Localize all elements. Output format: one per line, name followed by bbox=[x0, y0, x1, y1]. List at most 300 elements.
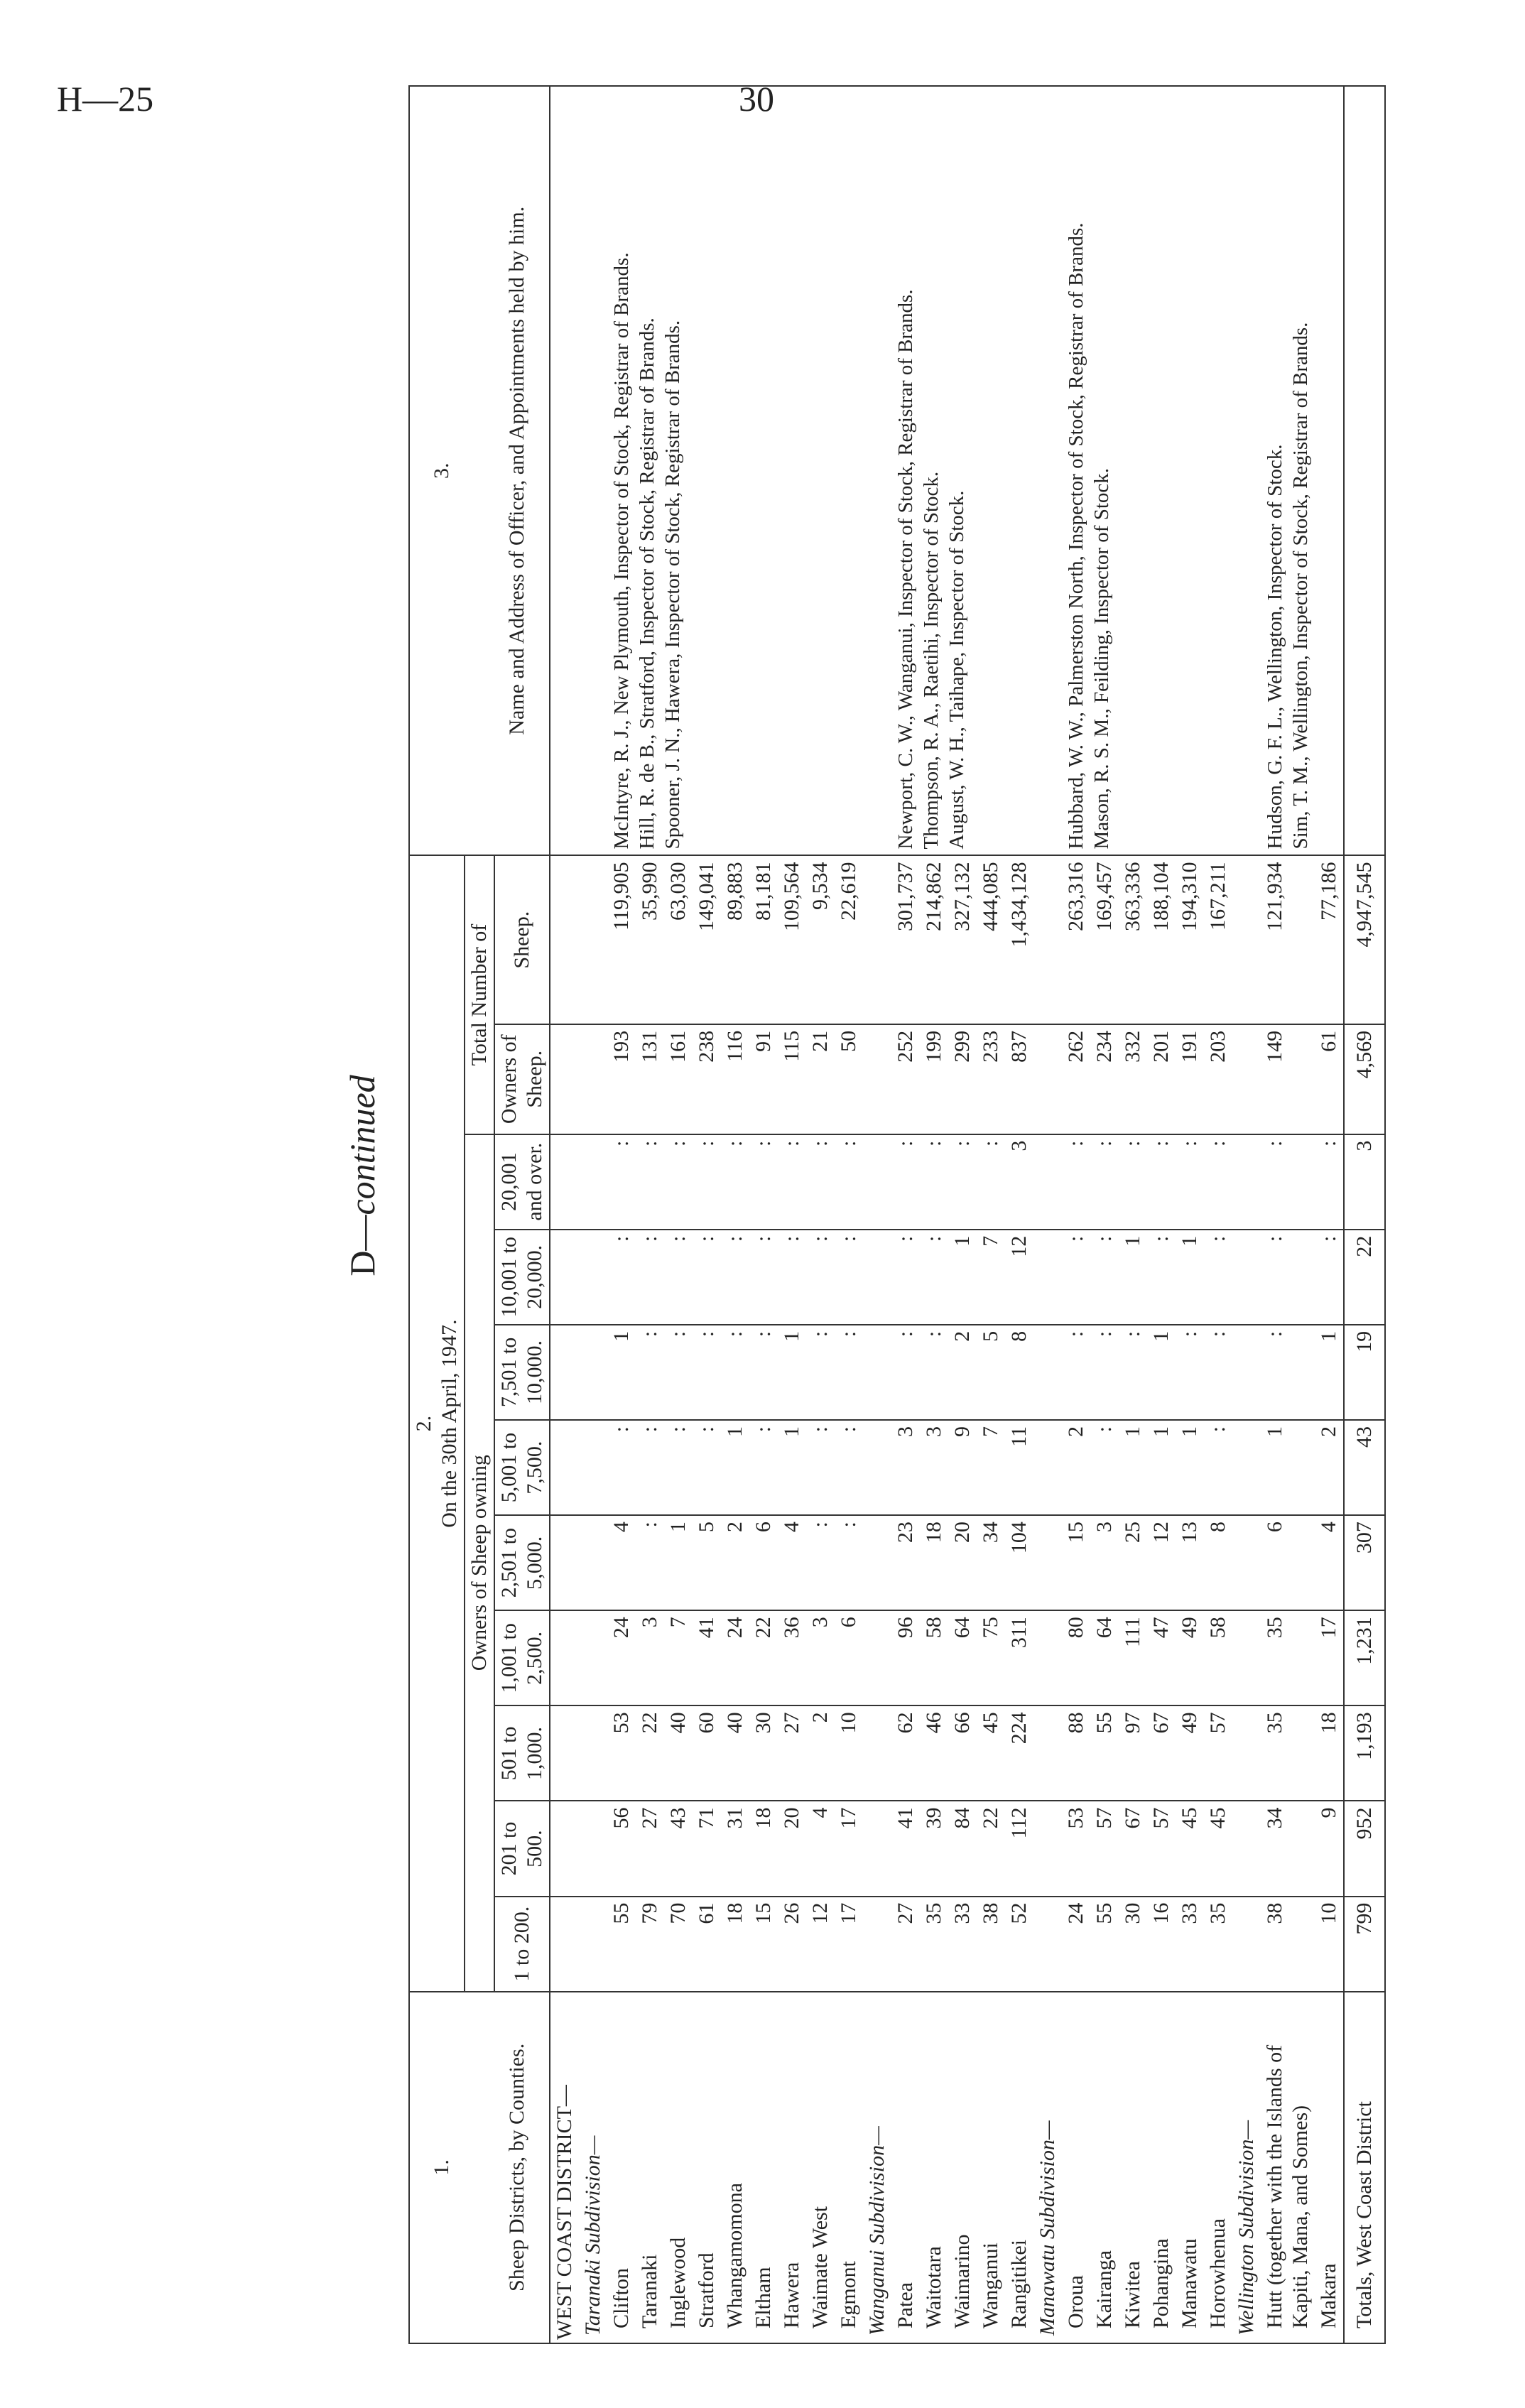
owners-count-cell: 97 bbox=[1119, 1705, 1147, 1801]
col3-header bbox=[409, 86, 550, 855]
page-code: H—25 bbox=[57, 79, 154, 119]
owners-count-cell: : bbox=[636, 1420, 664, 1515]
owners-count-cell: 18 bbox=[721, 1897, 749, 1992]
owners-count-cell: 80 bbox=[1062, 1610, 1090, 1705]
owners-count-cell: 40 bbox=[664, 1705, 693, 1801]
owners-count-cell bbox=[1033, 1325, 1062, 1420]
owners-count-cell: : bbox=[607, 1230, 636, 1325]
size-header: 201 to 500. bbox=[494, 1801, 550, 1897]
county-name: Oroua bbox=[1062, 1992, 1090, 2343]
owners-count-cell: 22 bbox=[1344, 1230, 1385, 1325]
owners-count-cell: : bbox=[977, 1134, 1005, 1230]
officer-cell-empty bbox=[550, 86, 607, 855]
owners-count-cell: 40 bbox=[721, 1705, 749, 1801]
owners-count-cell: 36 bbox=[778, 1610, 806, 1705]
owners-count-cell: 6 bbox=[835, 1610, 863, 1705]
owners-count-cell: 12 bbox=[1005, 1230, 1033, 1325]
rotated-table-frame bbox=[408, 85, 1431, 2344]
owners-count-cell: 104 bbox=[1005, 1515, 1033, 1610]
total-sheep-cell: 363,336 bbox=[1119, 855, 1147, 1024]
total-sheep-cell: 9,534 bbox=[806, 855, 835, 1024]
owners-count-cell: : bbox=[1147, 1230, 1176, 1325]
total-sheep-cell bbox=[550, 855, 579, 1024]
owners-count-cell: 17 bbox=[835, 1897, 863, 1992]
owners-count-cell bbox=[550, 1420, 579, 1515]
total-owners-cell: 233 bbox=[977, 1024, 1005, 1134]
total-owners-header: Owners of Sheep. bbox=[494, 1024, 550, 1134]
owners-count-cell: 23 bbox=[891, 1515, 920, 1610]
county-name: Hawera bbox=[778, 1992, 806, 2343]
subtitle-emphasis: continued bbox=[342, 1075, 382, 1215]
total-owners-cell: 149 bbox=[1261, 1024, 1315, 1134]
owners-count-cell: : bbox=[749, 1134, 778, 1230]
owners-count-cell: : bbox=[920, 1134, 948, 1230]
owners-count-cell bbox=[550, 1325, 579, 1420]
owners-count-cell bbox=[863, 1420, 891, 1515]
owners-count-cell: : bbox=[721, 1230, 749, 1325]
owners-count-cell: 3 bbox=[1090, 1515, 1119, 1610]
total-owners-cell: 199 bbox=[920, 1024, 948, 1134]
owners-count-cell: 4 bbox=[806, 1801, 835, 1897]
owners-count-cell: 2 bbox=[948, 1325, 977, 1420]
owners-count-cell: 67 bbox=[1147, 1705, 1176, 1801]
owners-count-cell: 307 bbox=[1344, 1515, 1385, 1610]
owners-count-cell: : bbox=[1062, 1230, 1090, 1325]
total-owners-cell: 262 bbox=[1062, 1024, 1090, 1134]
table-subtitle bbox=[342, 1075, 383, 1276]
owners-count-cell: 224 bbox=[1005, 1705, 1033, 1801]
total-sheep-cell: 263,316 bbox=[1062, 855, 1090, 1024]
owners-count-cell: : bbox=[1204, 1134, 1232, 1230]
total-sheep-cell: 121,934 bbox=[1261, 855, 1315, 1024]
owners-count-cell: 11 bbox=[1005, 1420, 1033, 1515]
owners-count-cell: 22 bbox=[977, 1801, 1005, 1897]
col2-label: On the 30th April, 1947. bbox=[438, 1319, 461, 1528]
total-sheep-cell: 1,434,128 bbox=[1005, 855, 1033, 1024]
owners-count-cell: : bbox=[1119, 1325, 1147, 1420]
owners-count-cell: 3 bbox=[920, 1420, 948, 1515]
total-sheep-cell: 169,457 bbox=[1090, 855, 1119, 1024]
owners-count-cell: 70 bbox=[664, 1897, 693, 1992]
total-sheep-cell: 301,737 bbox=[891, 855, 920, 1024]
owners-count-cell: 5 bbox=[693, 1515, 721, 1610]
owners-count-cell bbox=[550, 1705, 579, 1801]
owners-count-cell bbox=[1232, 1325, 1261, 1420]
owners-count-cell: : bbox=[636, 1325, 664, 1420]
owners-count-cell: 57 bbox=[1090, 1801, 1119, 1897]
size-header: 1 to 200. bbox=[494, 1897, 550, 1992]
owners-count-cell: : bbox=[749, 1230, 778, 1325]
owners-count-cell: : bbox=[806, 1230, 835, 1325]
officer-cell: Newport, C. W., Wanganui, Inspector of Stock, Registrar of Brands. Thompson, R. A., Raetihi, Inspector of Stock. August, W. H., Taihape, Inspector of Stock. bbox=[891, 86, 1033, 855]
owners-count-cell: : bbox=[948, 1134, 977, 1230]
owners-count-cell: : bbox=[1062, 1325, 1090, 1420]
county-name: Whangamomona bbox=[721, 1992, 749, 2343]
owners-count-cell: 33 bbox=[948, 1897, 977, 1992]
table-header bbox=[409, 86, 550, 2343]
size-header: 5,001 to 7,500. bbox=[494, 1420, 550, 1515]
county-name: Kiwitea bbox=[1119, 1992, 1147, 2343]
total-owners-cell: 115 bbox=[778, 1024, 806, 1134]
total-sheep-cell: 149,041 bbox=[693, 855, 721, 1024]
size-header: 2,501 to 5,000. bbox=[494, 1515, 550, 1610]
total-owners-cell: 203 bbox=[1204, 1024, 1232, 1134]
county-name: Inglewood bbox=[664, 1992, 693, 2343]
total-owners-cell: 238 bbox=[693, 1024, 721, 1134]
table-row bbox=[1232, 86, 1261, 2343]
owners-count-cell bbox=[579, 1325, 607, 1420]
owners-count-cell bbox=[579, 1515, 607, 1610]
county-name: Totals, West Coast District bbox=[1344, 1992, 1385, 2343]
owners-count-cell bbox=[579, 1134, 607, 1230]
owners-count-cell bbox=[1033, 1801, 1062, 1897]
owners-count-cell: 9 bbox=[948, 1420, 977, 1515]
officer-cell: McIntyre, R. J., New Plymouth, Inspector of Stock, Registrar of Brands. Hill, R. de B., Stratford, Inspector of Stock, Registrar of Brands. Spooner, J. N., Hawera, Inspector of Stock, Registrar of Brands. bbox=[607, 86, 863, 855]
officer-cell-empty bbox=[1033, 86, 1062, 855]
owners-count-cell: 1 bbox=[1147, 1325, 1176, 1420]
owners-count-cell: 2 bbox=[721, 1515, 749, 1610]
owners-count-cell: : bbox=[835, 1134, 863, 1230]
total-owners-cell: 193 bbox=[607, 1024, 636, 1134]
owners-count-cell: 1 bbox=[721, 1420, 749, 1515]
owners-count-cell: 1 bbox=[1176, 1230, 1204, 1325]
owners-count-cell: 27 bbox=[891, 1897, 920, 1992]
total-owners-cell: 91 bbox=[749, 1024, 778, 1134]
owners-count-cell bbox=[579, 1610, 607, 1705]
col1-header bbox=[409, 1992, 550, 2343]
owners-count-cell: 96 bbox=[891, 1610, 920, 1705]
owners-count-cell bbox=[550, 1801, 579, 1897]
owners-count-cell: 311 bbox=[1005, 1610, 1033, 1705]
owners-count-cell bbox=[863, 1515, 891, 1610]
owners-count-cell bbox=[1232, 1420, 1261, 1515]
table-row bbox=[863, 86, 891, 2343]
owners-count-cell: 20 bbox=[948, 1515, 977, 1610]
officer-cell: Hubbard, W. W., Palmerston North, Inspector of Stock, Registrar of Brands. Mason, R. S. M., Feilding, Inspector of Stock. bbox=[1062, 86, 1232, 855]
owners-count-cell: 1 bbox=[948, 1230, 977, 1325]
owners-count-cell bbox=[1033, 1897, 1062, 1992]
table-row bbox=[1033, 86, 1062, 2343]
owners-count-cell: : bbox=[1261, 1325, 1315, 1420]
owners-count-cell: : bbox=[693, 1420, 721, 1515]
owners-count-cell: 43 bbox=[1344, 1420, 1385, 1515]
table-body bbox=[550, 86, 1385, 2343]
owners-count-cell: 5 bbox=[977, 1325, 1005, 1420]
table-row bbox=[607, 86, 636, 2343]
owners-count-cell: 4 bbox=[1315, 1515, 1344, 1610]
owners-count-cell: 7 bbox=[664, 1610, 693, 1705]
total-sheep-cell: 214,862 bbox=[920, 855, 948, 1024]
owners-count-cell: 53 bbox=[1062, 1801, 1090, 1897]
owners-count-cell: 2 bbox=[806, 1705, 835, 1801]
owners-count-cell: 20 bbox=[778, 1801, 806, 1897]
owners-count-cell bbox=[550, 1134, 579, 1230]
owners-count-cell bbox=[550, 1230, 579, 1325]
owners-count-cell: 1 bbox=[1315, 1325, 1344, 1420]
owners-count-cell bbox=[579, 1230, 607, 1325]
owners-count-cell: : bbox=[636, 1515, 664, 1610]
owners-count-cell bbox=[550, 1610, 579, 1705]
col1-label: Sheep Districts, by Counties. bbox=[505, 2043, 528, 2292]
owners-count-cell: 7 bbox=[977, 1230, 1005, 1325]
total-owners-cell: 50 bbox=[835, 1024, 863, 1134]
county-name: Waimate West bbox=[806, 1992, 835, 2343]
owners-count-cell: 6 bbox=[749, 1515, 778, 1610]
owners-count-cell: 2 bbox=[1062, 1420, 1090, 1515]
owners-count-cell bbox=[1232, 1610, 1261, 1705]
owners-count-cell: 1 bbox=[1147, 1420, 1176, 1515]
col3-number: 3. bbox=[430, 462, 453, 479]
owners-count-cell: 57 bbox=[1204, 1705, 1232, 1801]
col2-header bbox=[409, 855, 465, 1991]
owners-count-cell bbox=[863, 1897, 891, 1992]
total-sheep-cell bbox=[1232, 855, 1261, 1024]
owners-count-cell: : bbox=[891, 1325, 920, 1420]
owners-count-cell: 2 bbox=[1315, 1420, 1344, 1515]
owners-count-cell: : bbox=[1204, 1420, 1232, 1515]
county-name: Waitotara bbox=[920, 1992, 948, 2343]
owners-count-cell: : bbox=[693, 1325, 721, 1420]
owners-count-cell bbox=[1033, 1420, 1062, 1515]
total-sheep-header: Sheep. bbox=[494, 855, 550, 1024]
owners-count-cell bbox=[863, 1610, 891, 1705]
owners-count-cell: 34 bbox=[977, 1515, 1005, 1610]
owners-count-cell: 13 bbox=[1176, 1515, 1204, 1610]
owners-count-cell bbox=[863, 1230, 891, 1325]
owners-count-cell: : bbox=[607, 1420, 636, 1515]
county-name: Hutt (together with the Islands of Kapiti, Mana, and Somes) bbox=[1261, 1992, 1315, 2343]
owners-count-cell: 3 bbox=[1344, 1134, 1385, 1230]
col3-label: Name and Address of Officer, and Appointments held by him. bbox=[505, 206, 528, 735]
owners-count-cell: : bbox=[721, 1325, 749, 1420]
owners-count-cell: 84 bbox=[948, 1801, 977, 1897]
owners-count-cell: 64 bbox=[948, 1610, 977, 1705]
owners-count-cell: 35 bbox=[1204, 1897, 1232, 1992]
owners-count-cell: 38 bbox=[1261, 1897, 1315, 1992]
owners-count-cell bbox=[579, 1705, 607, 1801]
owners-count-cell bbox=[1033, 1515, 1062, 1610]
owners-count-cell: 799 bbox=[1344, 1897, 1385, 1992]
county-name: Wanganui Subdivision— bbox=[863, 1992, 891, 2343]
owners-count-cell: 1,231 bbox=[1344, 1610, 1385, 1705]
total-owners-cell: 191 bbox=[1176, 1024, 1204, 1134]
owners-count-cell: 88 bbox=[1062, 1705, 1090, 1801]
owners-count-cell bbox=[1033, 1705, 1062, 1801]
owners-count-cell bbox=[863, 1705, 891, 1801]
owners-count-cell: 58 bbox=[1204, 1610, 1232, 1705]
owners-count-cell: 3 bbox=[806, 1610, 835, 1705]
total-owners-cell: 161 bbox=[664, 1024, 693, 1134]
owners-count-cell: 27 bbox=[778, 1705, 806, 1801]
owners-group-header: Owners of Sheep owning bbox=[465, 1134, 494, 1992]
owners-count-cell: 111 bbox=[1119, 1610, 1147, 1705]
owners-count-cell: : bbox=[891, 1230, 920, 1325]
owners-count-cell: : bbox=[1090, 1325, 1119, 1420]
county-name: Manawatu Subdivision— bbox=[1033, 1992, 1062, 2343]
owners-count-cell: : bbox=[835, 1420, 863, 1515]
owners-count-cell: : bbox=[1090, 1230, 1119, 1325]
total-group-header: Total Number of bbox=[465, 855, 494, 1134]
owners-count-cell bbox=[579, 1420, 607, 1515]
owners-count-cell: 1 bbox=[1176, 1420, 1204, 1515]
size-header: 7,501 to 10,000. bbox=[494, 1325, 550, 1420]
total-owners-cell: 252 bbox=[891, 1024, 920, 1134]
totals-row bbox=[1344, 86, 1385, 2343]
owners-count-cell bbox=[1033, 1134, 1062, 1230]
owners-count-cell: 45 bbox=[977, 1705, 1005, 1801]
owners-count-cell: 71 bbox=[693, 1801, 721, 1897]
county-name: Waimarino bbox=[948, 1992, 977, 2343]
owners-count-cell: : bbox=[1204, 1230, 1232, 1325]
subtitle-main: D— bbox=[342, 1215, 382, 1276]
owners-count-cell: 24 bbox=[607, 1610, 636, 1705]
owners-count-cell: 1 bbox=[1119, 1420, 1147, 1515]
county-name: Egmont bbox=[835, 1992, 863, 2343]
county-name: Wellington Subdivision— bbox=[1232, 1992, 1261, 2343]
county-name: Kairanga bbox=[1090, 1992, 1119, 2343]
owners-count-cell: 3 bbox=[636, 1610, 664, 1705]
owners-count-cell: : bbox=[1147, 1134, 1176, 1230]
owners-count-cell: 30 bbox=[1119, 1897, 1147, 1992]
size-header: 1,001 to 2,500. bbox=[494, 1610, 550, 1705]
owners-count-cell: : bbox=[1261, 1134, 1315, 1230]
owners-count-cell: 25 bbox=[1119, 1515, 1147, 1610]
owners-count-cell: : bbox=[721, 1134, 749, 1230]
owners-count-cell: 22 bbox=[749, 1610, 778, 1705]
total-owners-cell bbox=[1033, 1024, 1062, 1134]
total-owners-cell: 116 bbox=[721, 1024, 749, 1134]
owners-count-cell: 43 bbox=[664, 1801, 693, 1897]
owners-count-cell: 7 bbox=[977, 1420, 1005, 1515]
total-owners-cell bbox=[863, 1024, 891, 1134]
owners-count-cell bbox=[1232, 1897, 1261, 1992]
owners-count-cell: : bbox=[806, 1325, 835, 1420]
table-row bbox=[550, 86, 579, 2343]
owners-count-cell: 45 bbox=[1176, 1801, 1204, 1897]
county-name: WEST COAST DISTRICT— bbox=[550, 1992, 579, 2343]
owners-count-cell: 55 bbox=[607, 1897, 636, 1992]
owners-count-cell: 61 bbox=[693, 1897, 721, 1992]
owners-count-cell: : bbox=[1062, 1134, 1090, 1230]
owners-count-cell: 60 bbox=[693, 1705, 721, 1801]
owners-count-cell: 55 bbox=[1090, 1897, 1119, 1992]
owners-count-cell: 24 bbox=[721, 1610, 749, 1705]
owners-count-cell: 12 bbox=[1147, 1515, 1176, 1610]
owners-count-cell: : bbox=[1315, 1134, 1344, 1230]
owners-count-cell: : bbox=[749, 1420, 778, 1515]
total-sheep-cell: 81,181 bbox=[749, 855, 778, 1024]
owners-count-cell: 55 bbox=[1090, 1705, 1119, 1801]
county-name: Manawatu bbox=[1176, 1992, 1204, 2343]
owners-count-cell: 26 bbox=[778, 1897, 806, 1992]
owners-count-cell: 47 bbox=[1147, 1610, 1176, 1705]
owners-count-cell: 8 bbox=[1204, 1515, 1232, 1610]
owners-count-cell: 1 bbox=[778, 1325, 806, 1420]
owners-count-cell: : bbox=[636, 1134, 664, 1230]
owners-count-cell: : bbox=[806, 1515, 835, 1610]
total-owners-cell: 61 bbox=[1315, 1024, 1344, 1134]
owners-count-cell: 3 bbox=[891, 1420, 920, 1515]
owners-count-cell: 30 bbox=[749, 1705, 778, 1801]
owners-count-cell: 27 bbox=[636, 1801, 664, 1897]
owners-count-cell: : bbox=[835, 1325, 863, 1420]
owners-count-cell: 35 bbox=[1261, 1610, 1315, 1705]
officer-cell: Hudson, G. F. L., Wellington, Inspector of Stock. Sim, T. M., Wellington, Inspector of Stock, Registrar of Brands. bbox=[1261, 86, 1344, 855]
total-owners-cell: 21 bbox=[806, 1024, 835, 1134]
owners-count-cell bbox=[863, 1325, 891, 1420]
total-owners-cell: 4,569 bbox=[1344, 1024, 1385, 1134]
sheep-owners-table bbox=[408, 85, 1386, 2344]
officer-cell-empty bbox=[1232, 86, 1261, 855]
owners-count-cell: 1 bbox=[1261, 1420, 1315, 1515]
owners-count-cell: 58 bbox=[920, 1610, 948, 1705]
county-name: Pohangina bbox=[1147, 1992, 1176, 2343]
owners-count-cell: 46 bbox=[920, 1705, 948, 1801]
owners-count-cell: 4 bbox=[778, 1515, 806, 1610]
owners-count-cell: 4 bbox=[607, 1515, 636, 1610]
owners-count-cell: 79 bbox=[636, 1897, 664, 1992]
table-row bbox=[891, 86, 920, 2343]
owners-count-cell: : bbox=[1315, 1230, 1344, 1325]
owners-count-cell: 8 bbox=[1005, 1325, 1033, 1420]
owners-count-cell: 1 bbox=[607, 1325, 636, 1420]
owners-count-cell: 75 bbox=[977, 1610, 1005, 1705]
owners-count-cell: 24 bbox=[1062, 1897, 1090, 1992]
owners-count-cell: : bbox=[664, 1420, 693, 1515]
total-owners-cell: 234 bbox=[1090, 1024, 1119, 1134]
owners-count-cell: 1 bbox=[1119, 1230, 1147, 1325]
owners-count-cell bbox=[1232, 1230, 1261, 1325]
owners-count-cell: 1 bbox=[778, 1420, 806, 1515]
total-sheep-cell bbox=[863, 855, 891, 1024]
owners-count-cell: 52 bbox=[1005, 1897, 1033, 1992]
owners-count-cell bbox=[1232, 1705, 1261, 1801]
total-sheep-cell: 327,132 bbox=[948, 855, 977, 1024]
owners-count-cell: 3 bbox=[1005, 1134, 1033, 1230]
owners-count-cell: 49 bbox=[1176, 1610, 1204, 1705]
officer-cell-empty bbox=[863, 86, 891, 855]
owners-count-cell: 17 bbox=[1315, 1610, 1344, 1705]
total-owners-cell bbox=[1232, 1024, 1261, 1134]
size-header: 10,001 to 20,000. bbox=[494, 1230, 550, 1325]
owners-count-cell bbox=[579, 1801, 607, 1897]
total-sheep-cell: 188,104 bbox=[1147, 855, 1176, 1024]
county-name: Rangitikei bbox=[1005, 1992, 1033, 2343]
total-sheep-cell: 119,905 bbox=[607, 855, 636, 1024]
county-name: Eltham bbox=[749, 1992, 778, 2343]
owners-count-cell: : bbox=[1261, 1230, 1315, 1325]
owners-count-cell: : bbox=[1176, 1325, 1204, 1420]
owners-count-cell: 18 bbox=[1315, 1705, 1344, 1801]
owners-count-cell: 66 bbox=[948, 1705, 977, 1801]
owners-count-cell: : bbox=[607, 1134, 636, 1230]
total-sheep-cell: 167,211 bbox=[1204, 855, 1232, 1024]
owners-count-cell: 952 bbox=[1344, 1801, 1385, 1897]
total-owners-cell bbox=[550, 1024, 579, 1134]
col1-number: 1. bbox=[430, 2159, 453, 2176]
officer-cell-empty bbox=[1344, 86, 1385, 855]
total-sheep-cell bbox=[1033, 855, 1062, 1024]
page-number: 30 bbox=[739, 79, 774, 119]
total-sheep-cell: 63,030 bbox=[664, 855, 693, 1024]
total-sheep-cell: 109,564 bbox=[778, 855, 806, 1024]
owners-count-cell: : bbox=[778, 1230, 806, 1325]
owners-count-cell: 16 bbox=[1147, 1897, 1176, 1992]
owners-count-cell: 67 bbox=[1119, 1801, 1147, 1897]
owners-count-cell: : bbox=[1090, 1134, 1119, 1230]
owners-count-cell: 6 bbox=[1261, 1515, 1315, 1610]
owners-count-cell bbox=[1232, 1801, 1261, 1897]
